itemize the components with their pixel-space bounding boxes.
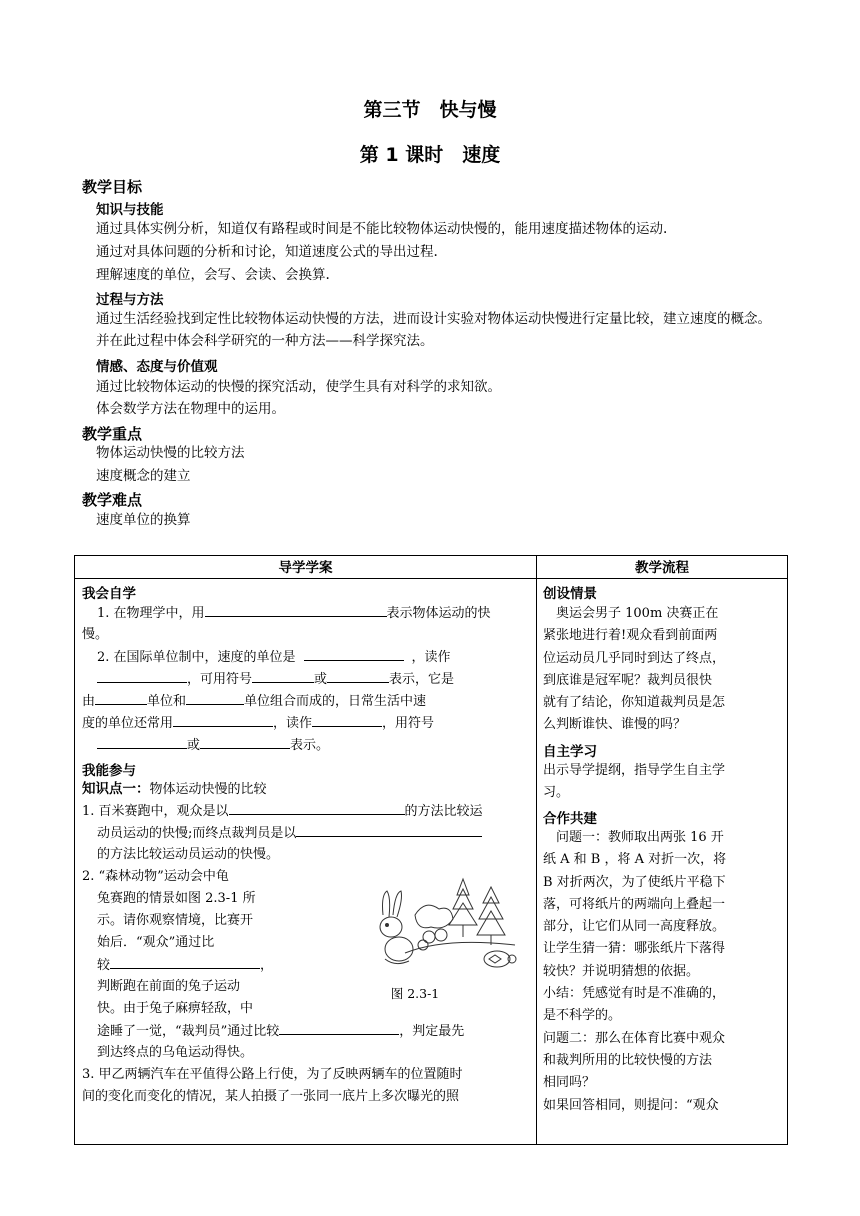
col-header-guide: 导学学案: [75, 556, 537, 579]
guide-column: [75, 579, 536, 1144]
answer-blank[interactable]: [97, 668, 187, 683]
col-header-flow: 教学流程: [537, 556, 788, 579]
flow-line: 到底谁是冠军呢？裁判员很快: [543, 672, 713, 688]
p1-text: 的方法比较运动员运动的快慢。: [97, 847, 280, 862]
flow-line: 和裁判所用的比较快慢的方法: [543, 1052, 713, 1068]
p2-text: 始后．“观众”通过比: [97, 935, 215, 950]
p1-text: 1. 百米赛跑中，观众是以: [82, 804, 229, 819]
flow-line: 如果回答相同，则提问：“观众: [543, 1097, 719, 1113]
q2-text: 或: [314, 672, 328, 687]
p2-text: 示。请你观察情境，比赛开: [97, 913, 254, 928]
figure-caption: 图 2.3-1: [390, 986, 440, 1001]
q2-text: 2. 在国际单位制中，速度的单位是: [97, 650, 296, 665]
answer-blank[interactable]: [200, 734, 290, 749]
process-heading: 过程与方法: [96, 292, 164, 308]
lesson-title: 第 1 课时 速度: [359, 144, 501, 166]
p2-text: ，判定最先: [399, 1024, 465, 1039]
q2-text: ，读作: [411, 650, 451, 665]
q2-text: 单位和: [147, 694, 187, 709]
emotion-item: 通过比较物体运动的快慢的探究活动，使学生具有对科学的求知欲。: [96, 379, 501, 395]
tortoise-hare-illustration: [365, 875, 525, 975]
answer-blank[interactable]: [279, 1020, 399, 1035]
key-point-item: 物体运动快慢的比较方法: [96, 445, 245, 461]
q2-text: 单位组合而成的，日常生活中速: [244, 694, 427, 709]
lesson-table: [74, 555, 788, 1145]
answer-blank[interactable]: [186, 690, 244, 705]
flow-line: 紧张地进行着!观众看到前面两: [543, 628, 718, 644]
key-point-item: 速度概念的建立: [96, 468, 191, 484]
section-title: 第三节 快与慢: [363, 99, 497, 121]
q1-text: 表示物体运动的快: [386, 606, 491, 621]
p2-text: 快。由于兔子麻痹轻敌，中: [97, 1001, 254, 1016]
flow-heading-cooperation: 合作共建: [543, 811, 597, 827]
flow-heading-scenario: 创设情景: [543, 586, 597, 602]
answer-blank[interactable]: [95, 690, 147, 705]
answer-blank[interactable]: [304, 646, 404, 661]
q2-text: 由: [82, 694, 96, 709]
knowledge-heading: 知识与技能: [96, 202, 164, 218]
flow-line: 相同吗？: [543, 1075, 596, 1091]
flow-line: 出示导学提纲，指导学生自主学: [543, 763, 726, 778]
emotion-item: 体会数学方法在物理中的运用。: [96, 401, 285, 417]
p2-text: 判断跑在前面的兔子运动: [97, 979, 241, 994]
difficulty-item: 速度单位的换算: [96, 512, 191, 528]
flow-line: 习。: [543, 785, 570, 801]
goals-heading: 教学目标: [82, 178, 143, 196]
p1-text: 动员运动的快慢;而终点裁判员是以: [97, 826, 297, 841]
p2-text: ，: [260, 958, 274, 973]
flow-line: 是不科学的。: [543, 1008, 622, 1024]
answer-blank[interactable]: [110, 954, 260, 969]
q2-text: 度的单位还常用: [82, 716, 174, 731]
knowledge-item: 通过对具体问题的分析和讨论，知道速度公式的导出过程.: [96, 244, 438, 260]
q2-text: 表示，它是: [389, 672, 455, 687]
answer-blank[interactable]: [205, 602, 387, 617]
flow-line: 问题一：教师取出两张 16 开: [543, 830, 724, 845]
q2-text: ，用符号: [382, 716, 435, 731]
answer-blank[interactable]: [229, 800, 405, 815]
flow-line: 位运动员几乎同时到达了终点，: [543, 650, 726, 666]
answer-blank[interactable]: [312, 712, 382, 727]
p3-text: 间的变化而变化的情况，某人拍摄了一张同一底片上多次曝光的照: [82, 1089, 460, 1104]
flow-line: B 对折两次，为了使纸片平稳下: [543, 874, 726, 890]
flow-line: 么判断谁快、谁慢的吗？: [543, 717, 687, 733]
flow-line: 较快？并说明猜想的依据。: [543, 963, 700, 979]
flow-line: 纸 A 和 B ，将 A 对折一次，将: [543, 852, 727, 868]
q2-text: 表示。: [290, 738, 330, 753]
answer-blank[interactable]: [327, 668, 389, 683]
answer-blank[interactable]: [252, 668, 314, 683]
q1-text: 慢。: [82, 627, 109, 642]
flow-line: 奥运会男子 100m 决赛正在: [543, 606, 719, 621]
flow-line: 让学生猜一猜：哪张纸片下落得: [543, 941, 726, 957]
p1-text: 的方法比较运: [404, 804, 483, 819]
p2-text: 到达终点的乌龟运动得快。: [97, 1045, 254, 1060]
participate-heading: 我能参与: [82, 763, 136, 779]
flow-line: 小结：凭感觉有时是不准确的，: [543, 986, 726, 1002]
process-text: 通过生活经验找到定性比较物体运动快慢的方法，进而设计实验对物体运动快慢进行定量比较，建立速度的概念。并在此过程中体会科学研究的一种方法——科学探究法。: [96, 311, 771, 349]
knowledge-point-text: 物体运动快慢的比较: [149, 782, 267, 797]
q1-text: 1. 在物理学中，用: [97, 606, 205, 621]
self-study-heading: 我会自学: [82, 586, 136, 602]
flow-line: 落，可将纸片的两端向上叠起一: [543, 896, 726, 912]
difficulties-heading: 教学难点: [82, 491, 143, 509]
p2-text: 2. “森林动物”运动会中龟: [82, 869, 229, 884]
answer-blank[interactable]: [97, 734, 187, 749]
answer-blank[interactable]: [296, 822, 482, 837]
p2-text: 较: [97, 958, 111, 973]
knowledge-point-label: 知识点一：: [82, 781, 150, 797]
flow-line: 部分，让它们从同一高度释放。: [543, 919, 726, 935]
key-points-heading: 教学重点: [82, 425, 143, 443]
flow-line: 问题二：那么在体育比赛中观众: [543, 1030, 726, 1046]
flow-column: [537, 579, 787, 1144]
answer-blank[interactable]: [173, 712, 273, 727]
p3-text: 3. 甲乙两辆汽车在平值得公路上行使，为了反映两辆车的位置随时: [82, 1067, 463, 1082]
q2-text: 或: [187, 738, 201, 753]
flow-heading-self-study: 自主学习: [543, 744, 597, 760]
knowledge-item: 理解速度的单位，会写、会读、会换算.: [96, 267, 330, 283]
p2-text: 途睡了一觉，“裁判员”通过比较: [97, 1024, 280, 1039]
emotion-heading: 情感、态度与价值观: [96, 359, 218, 375]
q2-text: ，读作: [273, 716, 313, 731]
flow-line: 就有了结论，你知道裁判员是怎: [543, 695, 726, 711]
q2-text: ，可用符号: [187, 672, 253, 687]
knowledge-item: 通过具体实例分析，知道仅有路程或时间是不能比较物体运动快慢的，能用速度描述物体的运动.: [96, 221, 668, 237]
p2-text: 兔赛跑的情景如图 2.3-1 所: [97, 891, 256, 906]
